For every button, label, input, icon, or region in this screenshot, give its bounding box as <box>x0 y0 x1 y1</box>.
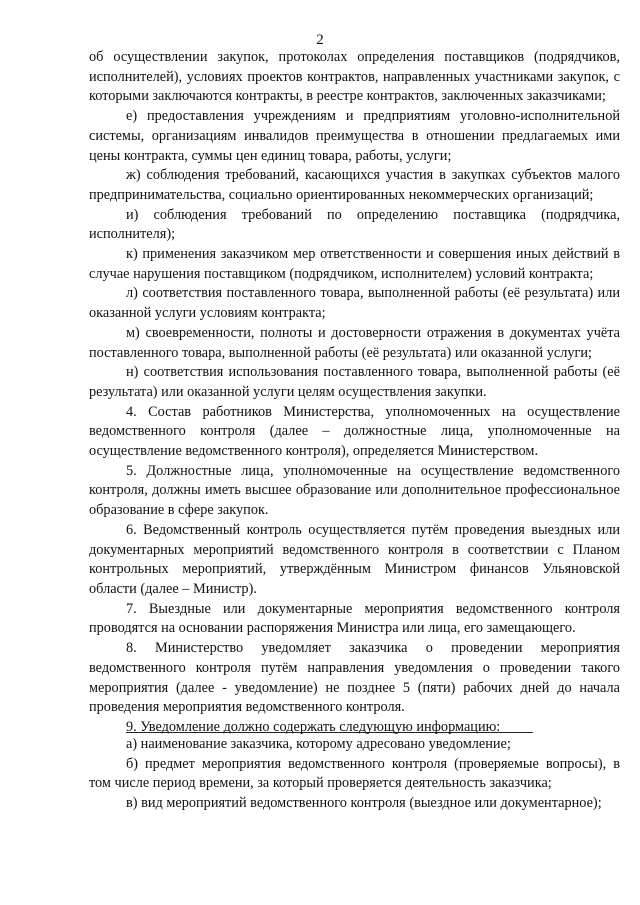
paragraph-4: 4. Состав работников Министерства, уполномоченных на осуществление ведомственного контроля (далее – должностные лица, уполномоченные на осуществление ведомственного контроля), определяется Министерством. <box>89 403 620 460</box>
paragraph-9: 9. Уведомление должно содержать следующую информацию: <box>89 718 620 735</box>
paragraph-8: 8. Министерство уведомляет заказчика о проведении мероприятия ведомственного контроля путём направления уведомления о проведении такого мероприятия (далее - уведомление) не позднее 5 (пяти) рабочих дней до начала проведения мероприятия ведомственного контроля. <box>89 640 620 716</box>
paragraph-item-l: л) соответствия поставленного товара, выполненной работы (её результата) или оказанной услуги условиям контракта; <box>89 285 620 322</box>
paragraph-9-item-v: в) вид мероприятий ведомственного контроля (выездное или документарное); <box>126 795 602 812</box>
paragraph-item-m: м) своевременности, полноты и достоверности отражения в документах учёта поставленного товара, выполненной работы (её результата) или оказанной услуги; <box>89 324 620 361</box>
document-body <box>89 48 620 814</box>
paragraph-7: 7. Выездные или документарные мероприятия ведомственного контроля проводятся на основании распоряжения Министра или лица, его замещающего. <box>89 600 620 637</box>
paragraph-9-item-b: б) предмет мероприятия ведомственного контроля (проверяемые вопросы), в том числе период времени, за который проверяется деятельность заказчика; <box>89 755 620 792</box>
paragraph-item-n: н) соответствия использования поставленного товара, выполненной работы (её результата) или оказанной услуги целям осуществления закупки. <box>89 364 620 400</box>
paragraph-procurement-info-continuation: об осуществлении закупок, протоколах определения поставщиков (подрядчиков, исполнителей), условиях проектов контрактов, направленных участниками закупок, с которыми заключаются контракты, в реестре контрактов, заключенных заказчиками; <box>89 49 620 105</box>
paragraph-item-zh: ж) соблюдения требований, касающихся участия в закупках субъектов малого предпринимательства, социально ориентированных некоммерческих организаций; <box>89 167 620 203</box>
paragraph-6: 6. Ведомственный контроль осуществляется путём проведения выездных или документарных мероприятий ведомственного контроля в соответствии с Планом контрольных мероприятий, утверждённым Министром финансов Ульяновской области (далее – Министр). <box>89 521 620 597</box>
paragraph-5: 5. Должностные лица, уполномоченные на осуществление ведомственного контроля, должны иметь высшее образование или дополнительное профессиональное образование в сфере закупок. <box>89 462 620 519</box>
paragraph-item-e: е) предоставления учреждениям и предприятиям уголовно-исполнительной системы, организациям инвалидов преимущества в отношении предлагаемых ими цены контракта, суммы цен единиц товара, работы, услуги; <box>89 108 620 164</box>
paragraph-item-i: и) соблюдения требований по определению поставщика (подрядчика, исполнителя); <box>89 206 620 243</box>
paragraph-item-k: к) применения заказчиком мер ответственности и совершения иных действий в случае нарушения поставщиком (подрядчиком, исполнителем) условий контракта; <box>89 246 620 282</box>
paragraph-9-item-a: а) наименование заказчика, которому адресовано уведомление; <box>126 735 511 752</box>
page-number: 2 <box>316 32 324 48</box>
